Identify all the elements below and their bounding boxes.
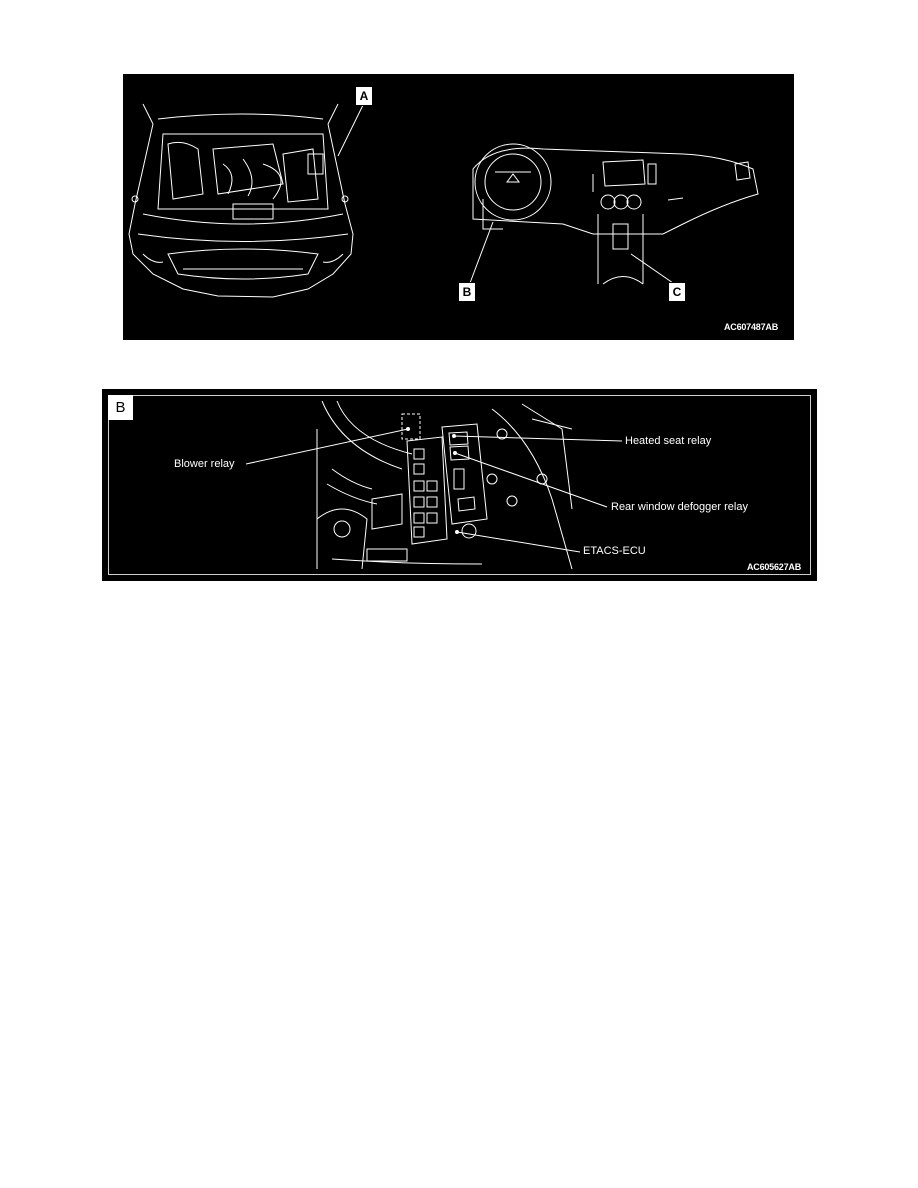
figure-code: AC605627AB	[746, 562, 801, 572]
label-rear-window-defogger-relay: Rear window defogger relay	[611, 501, 748, 513]
label-etacs-ecu: ETACS-ECU	[583, 545, 646, 557]
detail-b-figure	[102, 389, 817, 581]
leader-c	[631, 254, 673, 283]
leader-defogger-relay	[455, 453, 607, 507]
label-heated-seat-relay: Heated seat relay	[625, 435, 712, 447]
dashboard-drawing	[473, 144, 758, 284]
relay-box-drawing	[317, 401, 572, 569]
leader-b	[470, 222, 493, 283]
figure-code: AC607487AB	[723, 322, 778, 332]
callout-c: C	[668, 282, 686, 302]
callout-b-tab: B	[108, 395, 133, 420]
label-blower-relay: Blower relay	[174, 458, 235, 470]
callout-b: B	[458, 282, 476, 302]
engine-compartment-drawing	[129, 104, 353, 297]
overview-figure	[123, 74, 794, 340]
relay-illustration	[102, 389, 817, 581]
leader-a	[338, 103, 364, 156]
callout-a: A	[355, 86, 373, 106]
leader-blower-relay	[246, 429, 408, 464]
leader-etacs-ecu	[457, 532, 580, 552]
